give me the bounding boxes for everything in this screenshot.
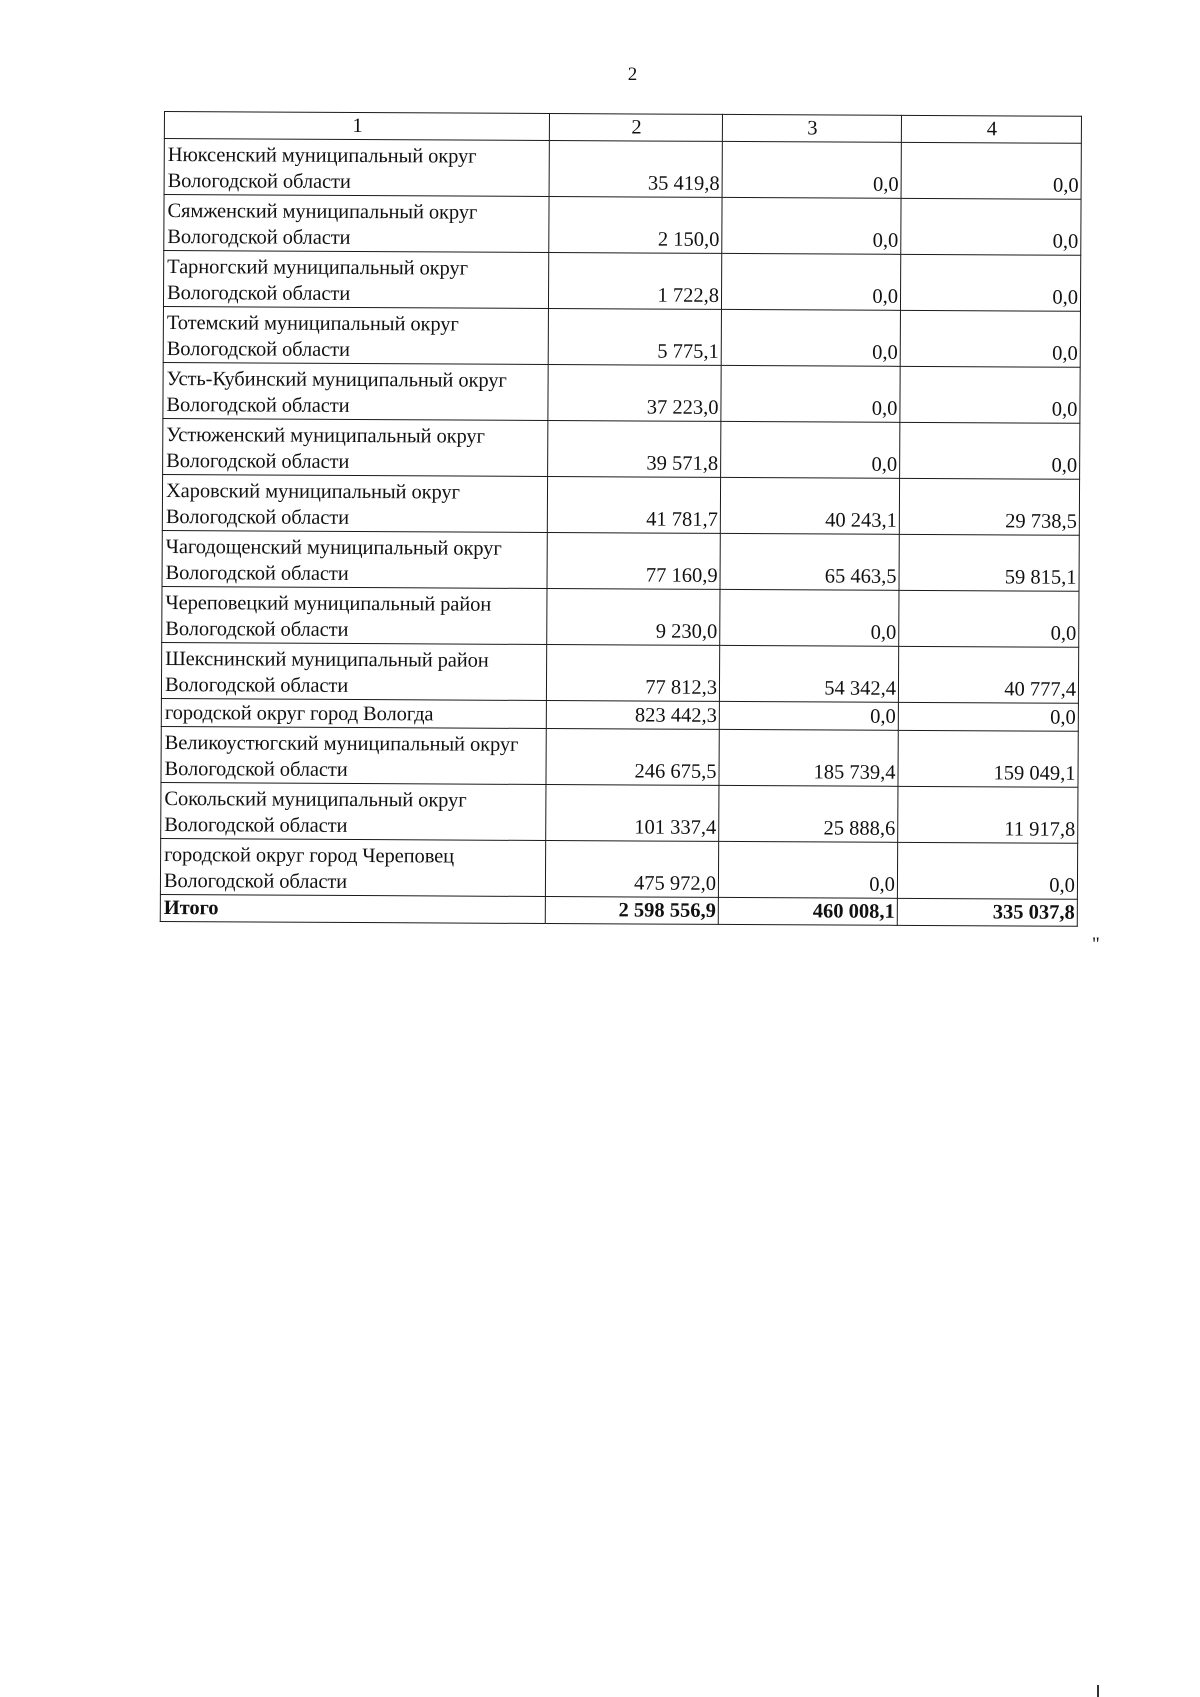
column-header-1: 1	[164, 112, 549, 141]
value-col-4: 0,0	[900, 422, 1080, 479]
value-col-4: 59 815,1	[899, 534, 1079, 591]
value-col-2: 41 781,7	[547, 477, 720, 534]
municipality-name: Нюксенский муниципальный округ Вологодской области	[164, 139, 549, 197]
value-col-3: 0,0	[721, 253, 900, 310]
value-col-2: 1 722,8	[549, 253, 722, 310]
value-col-3: 0,0	[719, 701, 898, 730]
total-col-4: 335 037,8	[897, 898, 1077, 926]
table-row	[162, 474, 1079, 535]
table-row	[164, 195, 1081, 256]
value-col-3: 25 888,6	[719, 785, 898, 842]
value-col-2: 35 419,8	[549, 141, 722, 198]
table-row	[161, 698, 1078, 731]
value-col-3: 0,0	[721, 421, 900, 478]
value-col-3: 185 739,4	[719, 729, 898, 786]
municipality-name: Сокольский муниципальный округ Вологодской области	[161, 782, 546, 840]
value-col-2: 2 150,0	[549, 197, 722, 254]
table-row	[163, 306, 1080, 367]
value-col-3: 65 463,5	[720, 533, 899, 590]
value-col-4: 0,0	[901, 198, 1081, 255]
value-col-3: 40 243,1	[720, 477, 899, 534]
page-number: 2	[627, 64, 638, 85]
table-row	[161, 726, 1078, 787]
value-col-2: 77 160,9	[547, 533, 720, 590]
municipality-name: Череповецкий муниципальный район Вологодской области	[162, 586, 547, 644]
budget-table	[160, 111, 1082, 927]
value-col-2: 5 775,1	[548, 309, 721, 366]
table-row	[162, 530, 1079, 591]
column-header-3: 3	[722, 114, 901, 142]
margin-mark	[1097, 1685, 1099, 1697]
value-col-4: 0,0	[900, 254, 1080, 311]
municipality-name: Харовский муниципальный округ Вологодской области	[162, 474, 547, 532]
value-col-4: 159 049,1	[898, 730, 1078, 787]
table-row	[163, 418, 1080, 479]
total-col-3: 460 008,1	[718, 897, 897, 925]
value-col-3: 0,0	[722, 141, 901, 198]
closing-quote-mark: "	[1092, 934, 1100, 955]
municipality-name: Устюженский муниципальный округ Вологодской области	[163, 418, 548, 476]
value-col-2: 475 972,0	[545, 841, 718, 898]
table-row	[160, 838, 1077, 899]
municipality-name: городской округ город Вологда	[161, 698, 546, 728]
value-col-4: 0,0	[900, 366, 1080, 423]
table-row	[161, 782, 1078, 843]
value-col-3: 54 342,4	[719, 645, 898, 702]
value-col-2: 823 442,3	[546, 701, 719, 730]
value-col-2: 9 230,0	[547, 589, 720, 646]
value-col-3: 0,0	[720, 589, 899, 646]
total-row	[160, 894, 1077, 926]
value-col-4: 0,0	[901, 142, 1081, 199]
value-col-4: 0,0	[900, 310, 1080, 367]
column-header-2: 2	[549, 114, 722, 142]
total-col-2: 2 598 556,9	[545, 897, 718, 925]
table-row	[162, 586, 1079, 647]
value-col-4: 0,0	[897, 842, 1077, 899]
value-col-4: 11 917,8	[898, 786, 1078, 843]
table-row	[163, 362, 1080, 423]
table-row	[163, 251, 1080, 312]
municipality-name: городской округ город Череповец Вологодской области	[160, 838, 545, 896]
table-row	[161, 642, 1078, 703]
value-col-4: 40 777,4	[898, 646, 1078, 703]
value-col-4: 0,0	[899, 590, 1079, 647]
municipality-name: Чагодощенский муниципальный округ Вологодской области	[162, 530, 547, 588]
value-col-2: 39 571,8	[548, 421, 721, 478]
value-col-3: 0,0	[722, 197, 901, 254]
value-col-3: 0,0	[721, 309, 900, 366]
value-col-3: 0,0	[718, 841, 897, 898]
value-col-2: 246 675,5	[546, 729, 719, 786]
municipality-name: Тарногский муниципальный округ Вологодской области	[163, 251, 548, 309]
municipality-name: Сямженский муниципальный округ Вологодской области	[164, 195, 549, 253]
municipality-name: Усть-Кубинский муниципальный округ Вологодской области	[163, 362, 548, 420]
value-col-2: 77 812,3	[547, 645, 720, 702]
table-row	[164, 139, 1081, 200]
value-col-3: 0,0	[721, 365, 900, 422]
value-col-2: 101 337,4	[546, 785, 719, 842]
municipality-name: Великоустюгский муниципальный округ Вологодской области	[161, 726, 546, 784]
municipality-name: Тотемский муниципальный округ Вологодской области	[163, 306, 548, 364]
municipality-name: Шекснинский муниципальный район Вологодской области	[161, 642, 546, 700]
value-col-4: 0,0	[898, 702, 1078, 731]
value-col-2: 37 223,0	[548, 365, 721, 422]
column-header-4: 4	[901, 115, 1081, 143]
value-col-4: 29 738,5	[899, 478, 1079, 535]
total-label: Итого	[160, 894, 545, 923]
